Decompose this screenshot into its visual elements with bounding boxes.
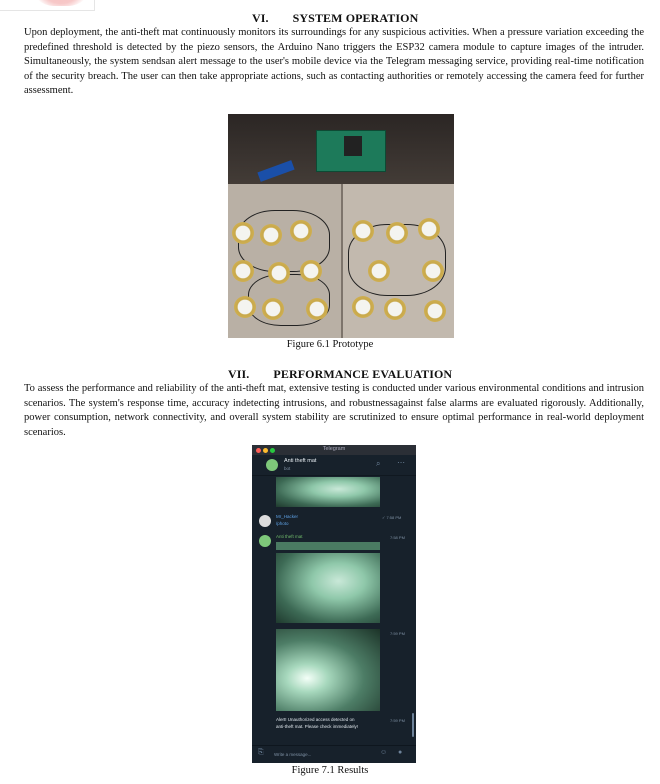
bot-time-2: 7:59 PM	[390, 631, 405, 636]
section-7-paragraph: To assess the performance and reliability of the anti-theft mat, extensive testing is conducted under various environmental conditions and intrusion scenarios. The system's response time, accuracy indetecting intrusions, and robustnessagainst false alarms are evaluated rigorously. Additionally, power consumption, network connectivity, and overall system stability are scrutinized to ensure optimal performance in real-world deployment scenarios.	[24, 383, 644, 438]
section-6-number: VI.	[252, 11, 269, 25]
chat-name[interactable]: Anti theft mat	[284, 458, 317, 464]
section-6-title: SYSTEM OPERATION	[292, 11, 419, 25]
message-input[interactable]: Write a message...	[274, 752, 312, 757]
message-input-bar	[252, 745, 416, 763]
figure-6-1-caption: Figure 6.1 Prototype	[286, 339, 374, 350]
figure-7-1-caption: Figure 7.1 Results	[291, 765, 369, 776]
section-7-number: VII.	[228, 367, 250, 381]
user-message-time: ✓ 7:58 PM	[382, 515, 402, 520]
bot-time-1: 7:58 PM	[390, 535, 405, 540]
bot-avatar[interactable]	[266, 459, 278, 471]
emoji-icon[interactable]: ☺	[380, 749, 388, 756]
section-6-heading	[252, 11, 418, 26]
user-command[interactable]: /photo	[276, 521, 289, 526]
camera-module	[344, 136, 362, 156]
microphone-icon[interactable]: ●	[398, 749, 403, 756]
alert-line-2: anti-theft mat. Please check immediately!	[276, 724, 359, 729]
chat-header	[252, 455, 416, 476]
photo-message-3[interactable]	[276, 629, 380, 711]
section-7-title: PERFORMANCE EVALUATION	[273, 367, 453, 381]
window-titlebar	[252, 445, 416, 455]
photo-message-2[interactable]	[276, 553, 380, 623]
attach-icon[interactable]: ⎘	[258, 749, 264, 756]
telegram-screenshot	[252, 445, 416, 763]
chat-status: bot	[284, 466, 291, 471]
photo-strip[interactable]	[276, 542, 380, 550]
alert-line-1: Alert! Unauthorized access detected on	[276, 717, 355, 722]
user-avatar[interactable]	[259, 515, 271, 527]
window-title: Telegram	[322, 446, 346, 452]
search-icon[interactable]: ⌕	[376, 459, 381, 468]
section-6-paragraph: Upon deployment, the anti-theft mat continuously monitors its surroundings for any suspicious activities. When a pressure variation exceeding the predefined threshold is detected by the piezo sensors, the Arduino Nano triggers the ESP32 camera module to capture images of the intruder. Simultaneously, the system sendsan alert message to the user's mobile device via the Telegram messaging service, providing real-time notification of the security breach. The user can then take appropriate actions, such as contacting authorities or remotely accessing the camera feed for further assessment.	[24, 27, 644, 97]
bot-name[interactable]: Anti theft mat	[276, 534, 303, 539]
scrollbar[interactable]	[412, 713, 414, 737]
prototype-photo	[228, 114, 454, 338]
bot-avatar-2[interactable]	[259, 535, 271, 547]
more-icon[interactable]: ⋯	[397, 458, 405, 467]
user-name[interactable]: Mr_Hacker	[276, 514, 299, 519]
section-7-heading	[228, 367, 452, 382]
bot-time-3: 7:59 PM	[390, 718, 405, 723]
photo-message-1[interactable]	[276, 477, 380, 507]
